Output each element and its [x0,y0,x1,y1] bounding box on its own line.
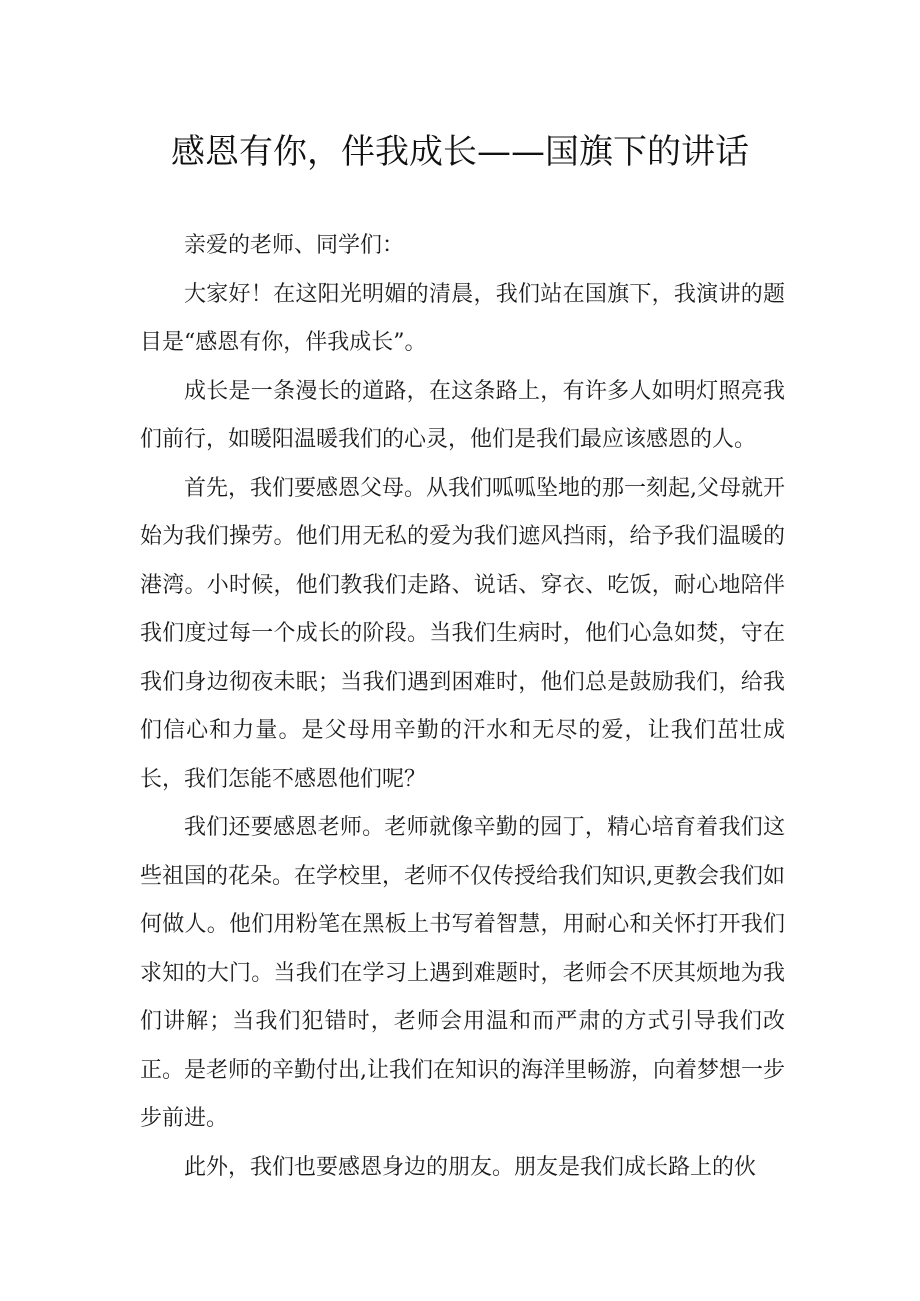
paragraph-teachers: 我们还要感恩老师。老师就像辛勤的园丁，精心培育着我们这些祖国的花朵。在学校里，老师不仅传授给我们知识,更教会我们如何做人。他们用粉笔在黑板上书写着智慧，用耐心和关怀打开我们求知的大门。当我们在学习上遇到难题时，老师会不厌其烦地为我们讲解；当我们犯错时，老师会用温和而严肃的方式引导我们改正。是老师的辛勤付出,让我们在知识的海洋里畅游，向着梦想一步步前进。 [140,815,785,1131]
document-body [140,222,785,1192]
paragraph-intro: 大家好！在这阳光明媚的清晨，我们站在国旗下，我演讲的题目是“感恩有你，伴我成长”。 [140,281,785,355]
paragraph-parents: 首先，我们要感恩父母。从我们呱呱坠地的那一刻起,父母就开始为我们操劳。他们用无私的爱为我们遮风挡雨，给予我们温暖的港湾。小时候，他们教我们走路、说话、穿衣、吃饭，耐心地陪伴我们度过每一个成长的阶段。当我们生病时，他们心急如焚，守在我们身边彻夜未眠；当我们遇到困难时，他们总是鼓励我们，给我们信心和力量。是父母用辛勤的汗水和无尽的爱，让我们茁壮成长，我们怎能不感恩他们呢？ [140,475,785,792]
paragraph-friends: 此外，我们也要感恩身边的朋友。朋友是我们成长路上的伙 [184,1154,757,1180]
paragraph-greeting: 亲爱的老师、同学们： [184,233,405,258]
document-title: 感恩有你，伴我成长——国旗下的讲话 [171,132,749,172]
paragraph-growth: 成长是一条漫长的道路，在这条路上，有许多人如明灯照亮我们前行，如暖阳温暖我们的心灵，他们是我们最应该感恩的人。 [140,378,785,452]
